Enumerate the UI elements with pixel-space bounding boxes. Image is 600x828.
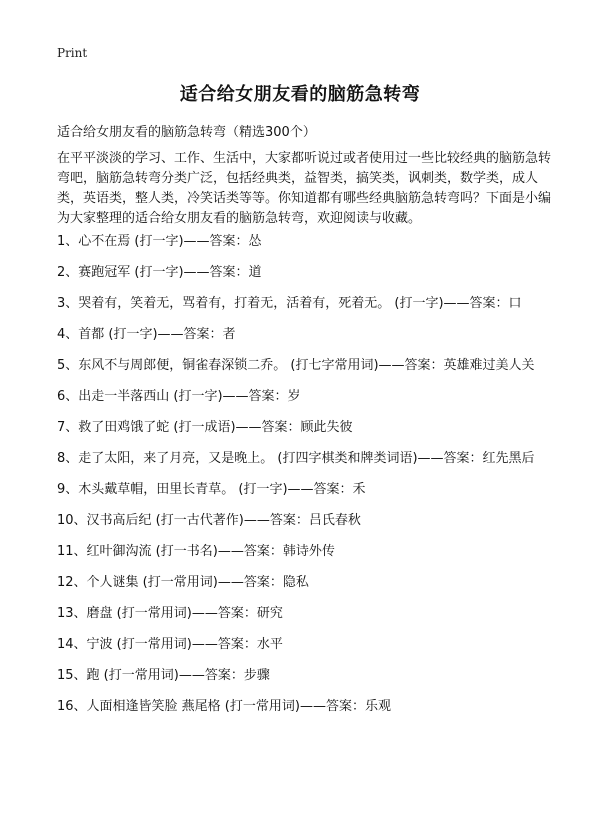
riddle-item: 6、出走一半落西山 (打一字)——答案：岁 [57,389,301,404]
page-subtitle: 适合给女朋友看的脑筋急转弯（精选300个） [57,125,316,140]
riddle-item: 1、心不在焉 (打一字)——答案：怂 [57,234,262,249]
intro-paragraph: 在平平淡淡的学习、工作、生活中，大家都听说过或者使用过一些比较经典的脑筋急转弯吧，脑筋急转弯分类广泛，包括经典类，益智类，搞笑类，讽刺类，数学类，成人类，英语类，整人类，冷笑话类等等。你知道都有哪些经典脑筋急转弯吗？下面是小编为大家整理的适合给女朋友看的脑筋急转弯，欢迎阅读与收藏。 [57,151,552,226]
riddle-item: 10、汉书高后纪 (打一古代著作)——答案：吕氏春秋 [57,513,361,528]
riddle-list [57,232,552,728]
riddle-item: 8、走了太阳，来了月亮，又是晚上。 (打四字棋类和牌类词语)——答案：红先黑后 [57,451,535,466]
riddle-item: 16、人面相逢皆笑脸 燕尾格 (打一常用词)——答案：乐观 [57,699,391,714]
riddle-item: 13、磨盘 (打一常用词)——答案：研究 [57,606,283,621]
riddle-item: 12、个人谜集 (打一常用词)——答案：隐私 [57,575,309,590]
riddle-item: 15、跑 (打一常用词)——答案：步骤 [57,668,270,683]
riddle-item: 3、哭着有，笑着无，骂着有，打着无，活着有，死着无。 (打一字)——答案：口 [57,296,522,311]
page-title: 适合给女朋友看的脑筋急转弯 [179,84,421,105]
riddle-item: 9、木头戴草帽，田里长青草。 (打一字)——答案：禾 [57,482,366,497]
riddle-item: 2、赛跑冠军 (打一字)——答案：道 [57,265,262,280]
riddle-item: 11、红叶御沟流 (打一书名)——答案：韩诗外传 [57,544,335,559]
print-label: Print [57,46,88,60]
riddle-item: 4、首都 (打一字)——答案：者 [57,327,236,342]
riddle-item: 14、宁波 (打一常用词)——答案：水平 [57,637,283,652]
riddle-item: 5、东风不与周郎便，铜雀春深锁二乔。 (打七字常用词)——答案：英雄难过美人关 [57,358,535,373]
riddle-item: 7、救了田鸡饿了蛇 (打一成语)——答案：顾此失彼 [57,420,353,435]
